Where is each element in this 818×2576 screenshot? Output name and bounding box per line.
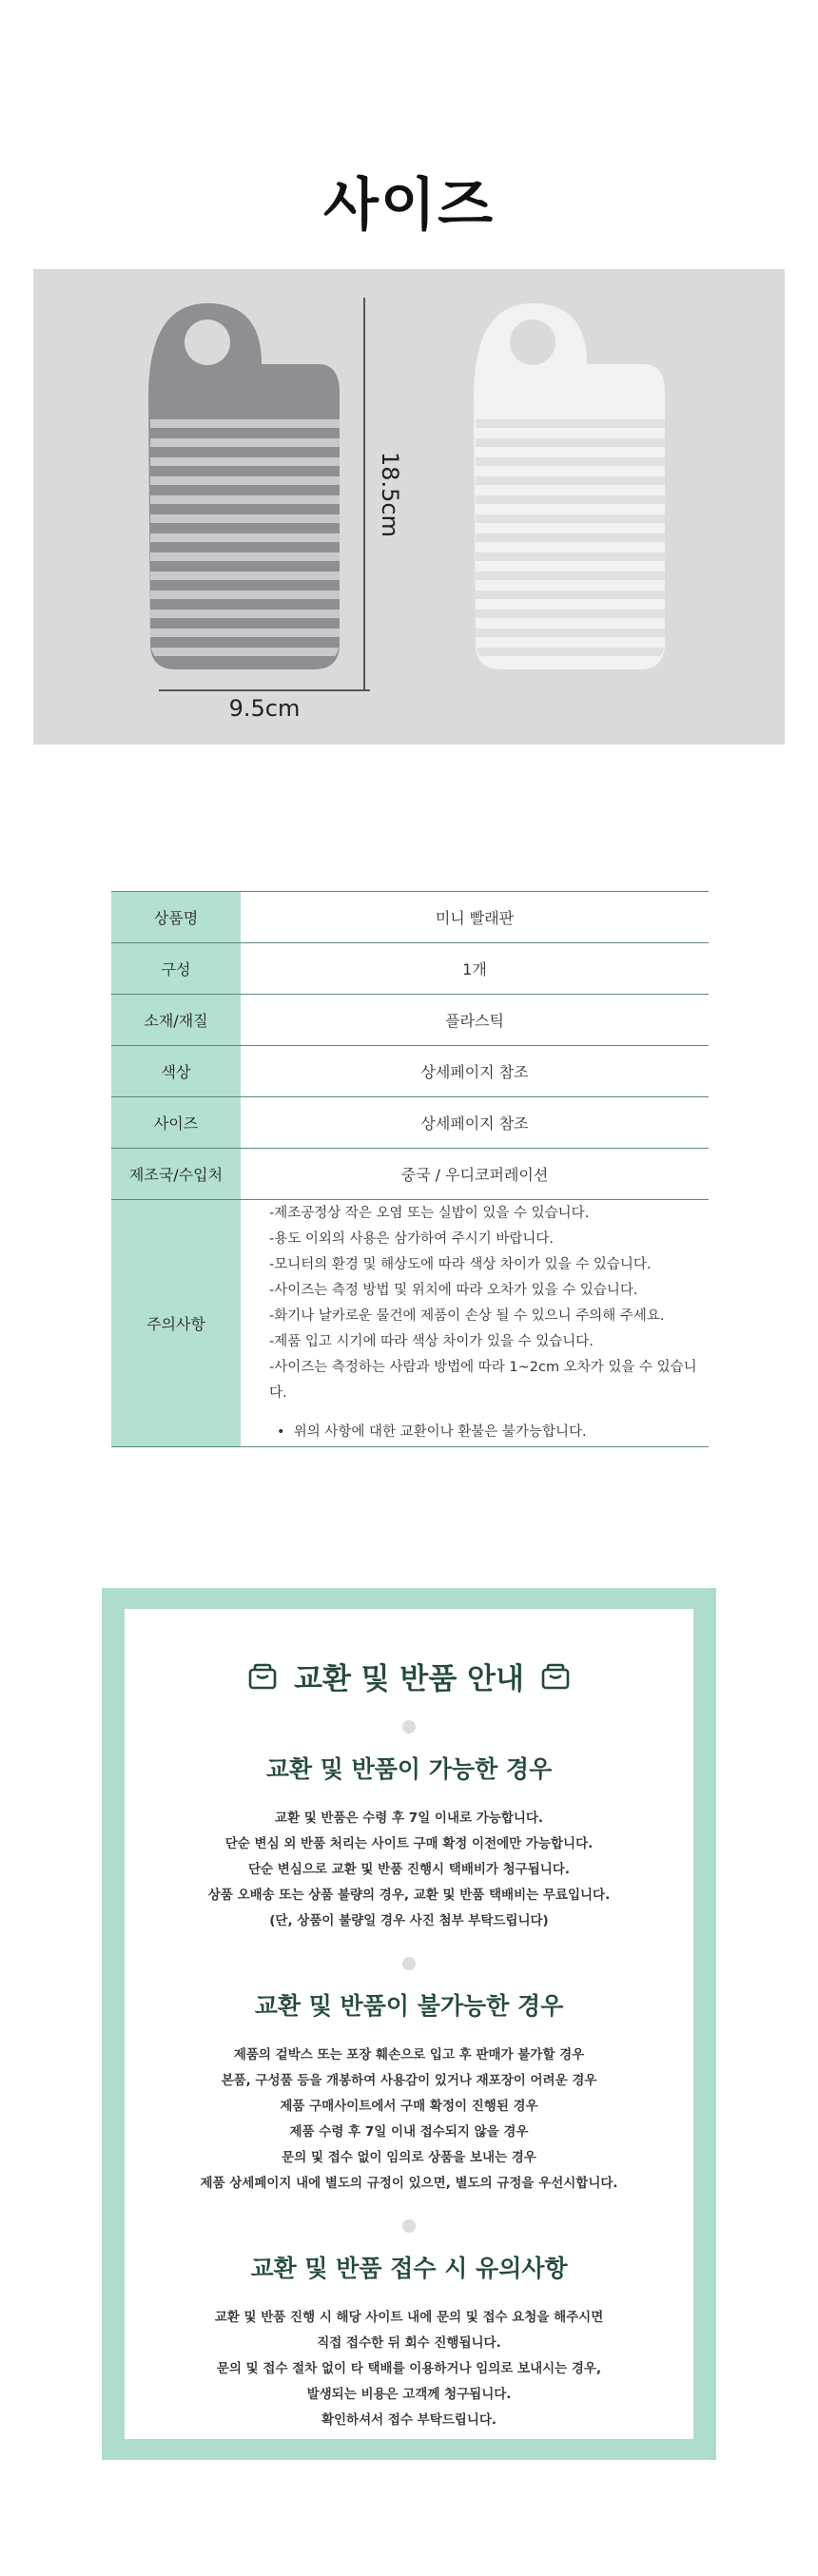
body-line: 확인하셔서 접수 부탁드립니다.: [321, 2412, 497, 2428]
table-row-notes: [111, 1200, 709, 1447]
section-heading: 교환 및 반품 접수 시 유의사항: [250, 2255, 568, 2282]
body-line: 단순 변심 외 반품 처리는 사이트 구매 확정 이전에만 가능합니다.: [224, 1836, 594, 1851]
note-line: -사이즈는 측정하는 사람과 방법에 따라 1~2cm 오차가 있을 수 있습니다.: [269, 1360, 697, 1401]
section-body: [125, 2305, 693, 2433]
body-line: 발생되는 비용은 고객께 청구됩니다.: [306, 2387, 512, 2402]
note-line: -제조공정상 작은 오염 또는 실밥이 있을 수 있습니다.: [269, 1206, 590, 1221]
shopping-bag-icon: [248, 1663, 277, 1690]
body-line: 직접 접수한 뒤 회수 진행됩니다.: [317, 2335, 501, 2351]
table-row: [111, 943, 709, 995]
section-heading: 교환 및 반품이 가능한 경우: [265, 1755, 553, 1783]
return-guide-panel: [125, 1609, 693, 2439]
body-line: 제품의 겉박스 또는 포장 훼손으로 입고 후 판매가 불가할 경우: [233, 2047, 585, 2063]
spec-key: 구성: [111, 943, 241, 995]
body-line: 교환 및 반품은 수령 후 7일 이내로 가능합니다.: [274, 1811, 544, 1826]
gray-washboard-image: [33, 269, 785, 745]
width-dimension-line: [159, 689, 370, 691]
note-line: -모니터의 환경 및 해상도에 따라 색상 차이가 있을 수 있습니다.: [269, 1257, 652, 1272]
spec-key: 소재/재질: [111, 995, 241, 1046]
body-line: 제품 구매사이트에서 구매 확정이 진행된 경우: [280, 2099, 538, 2114]
notes-bullet-text: 위의 사항에 대한 교환이나 환불은 불가능합니다.: [293, 1424, 587, 1440]
body-line: 교환 및 반품 진행 시 해당 사이트 내에 문의 및 접수 요청을 해주시면: [214, 2310, 604, 2325]
table-row: [111, 1149, 709, 1200]
section-title: 사이즈: [323, 172, 495, 239]
body-line: 상품 오배송 또는 상품 불량의 경우, 교환 및 반품 택배비는 무료입니다.: [207, 1888, 611, 1903]
divider-dot: [402, 1720, 416, 1733]
note-line: -용도 이외의 사용은 삼가하여 주시기 바랍니다.: [269, 1231, 555, 1247]
spec-value: 중국 / 우디코퍼레이션: [241, 1149, 709, 1200]
table-row: [111, 1046, 709, 1097]
body-line: 단순 변심으로 교환 및 반품 진행시 택배비가 청구됩니다.: [248, 1862, 570, 1877]
section-body: [125, 1806, 693, 1934]
spec-value: 상세페이지 참조: [241, 1046, 709, 1097]
body-line: 제품 상세페이지 내에 별도의 규정이 있으면, 별도의 규정을 우선시합니다.: [200, 2176, 618, 2191]
spec-value: 플라스틱: [241, 995, 709, 1046]
section-heading: 교환 및 반품이 불가능한 경우: [254, 1992, 564, 2020]
divider-dot: [402, 1957, 416, 1970]
height-label: 18.5cm: [377, 451, 403, 538]
body-line: 본품, 구성품 등을 개봉하여 사용감이 있거나 재포장이 어려운 경우: [221, 2073, 597, 2088]
guide-title-row: [125, 1655, 693, 1697]
notes-key: 주의사항: [111, 1200, 241, 1447]
body-line: 문의 및 접수 절차 없이 타 택배를 이용하거나 임의로 보내시는 경우,: [216, 2361, 602, 2376]
spec-key: 제조국/수입처: [111, 1149, 241, 1200]
table-row: [111, 995, 709, 1046]
return-guide-frame: [102, 1588, 716, 2460]
divider-dot: [402, 2219, 416, 2233]
section-body: [125, 2043, 693, 2197]
spec-key: 색상: [111, 1046, 241, 1097]
table-row: [111, 892, 709, 943]
guide-title: 교환 및 반품 안내: [294, 1662, 524, 1696]
spec-value: 미니 빨래판: [241, 892, 709, 943]
spec-value: 상세페이지 참조: [241, 1097, 709, 1149]
spec-value: 1개: [241, 943, 709, 995]
notes-list: [241, 1200, 709, 1447]
notes-bullet: • 위의 사항에 대한 교환이나 환불은 불가능합니다.: [277, 1424, 587, 1440]
body-line: 문의 및 접수 없이 임의로 상품을 보내는 경우: [282, 2150, 536, 2165]
spec-key: 사이즈: [111, 1097, 241, 1149]
note-line: -화기나 날카로운 물건에 제품이 손상 될 수 있으니 주의해 주세요.: [269, 1308, 665, 1324]
table-row: [111, 1097, 709, 1149]
shopping-bag-icon: [541, 1663, 570, 1690]
spec-key: 상품명: [111, 892, 241, 943]
body-line: 제품 수령 후 7일 이내 접수되지 않을 경우: [289, 2124, 529, 2140]
spec-table: [111, 891, 709, 1447]
height-dimension-line: [363, 298, 365, 691]
size-photo: [33, 269, 785, 745]
note-line: -제품 입고 시기에 따라 색상 차이가 있을 수 있습니다.: [269, 1334, 594, 1349]
body-line: (단, 상품이 불량일 경우 사진 첨부 부탁드립니다): [269, 1913, 549, 1928]
note-line: -사이즈는 측정 방법 및 위치에 따라 오차가 있을 수 있습니다.: [269, 1283, 638, 1298]
width-label: 9.5cm: [228, 695, 301, 722]
